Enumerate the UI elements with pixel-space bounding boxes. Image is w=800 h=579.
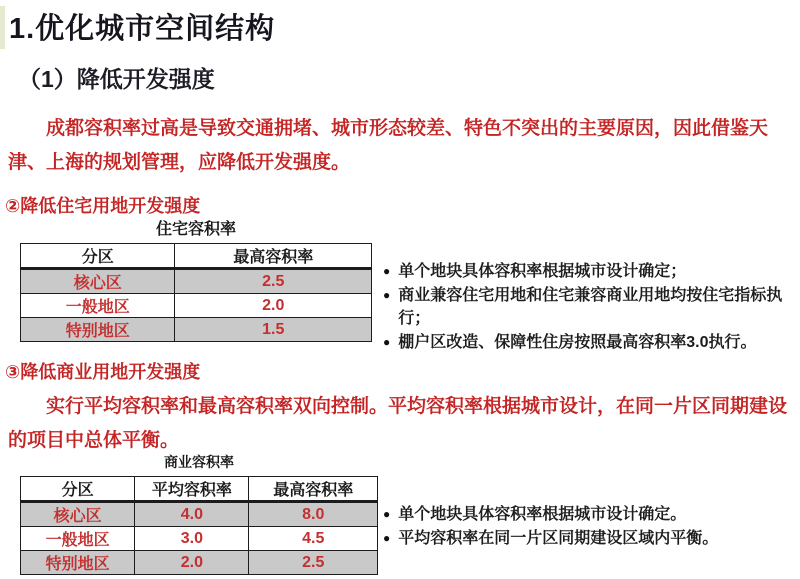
table-row bbox=[21, 318, 372, 342]
page-title: 1.优化城市空间结构 bbox=[9, 13, 276, 45]
list-item bbox=[383, 503, 798, 526]
zone-cell: 核心区 bbox=[21, 269, 175, 294]
commercial-notes-list bbox=[383, 503, 798, 551]
commercial-table-caption: 商业容积率 bbox=[164, 454, 234, 470]
bullet-icon: ● bbox=[383, 288, 391, 302]
zone-cell: 核心区 bbox=[21, 502, 135, 527]
left-accent-bar bbox=[0, 6, 5, 49]
commercial-paragraph: 实行平均容积率和最高容积率双向控制。平均容积率根据城市设计，在同一片区同期建设的项目中总体平衡。 bbox=[8, 396, 788, 451]
commercial-table-container bbox=[20, 452, 378, 575]
zone-cell: 一般地区 bbox=[21, 527, 135, 551]
list-item bbox=[383, 527, 798, 550]
list-item bbox=[383, 331, 798, 354]
bullet-icon: ● bbox=[383, 264, 391, 278]
value-cell: 2.0 bbox=[175, 294, 372, 318]
zone-cell: 一般地区 bbox=[21, 294, 175, 318]
value-cell: 2.0 bbox=[135, 551, 249, 575]
value-cell: 8.0 bbox=[249, 502, 378, 527]
commercial-heading: ③降低商业用地开发强度 bbox=[5, 362, 201, 382]
section-subtitle: （1）降低开发强度 bbox=[18, 66, 215, 92]
note-text: 商业兼容住宅用地和住宅兼容商业用地均按住宅指标执行； bbox=[398, 287, 783, 327]
table-row bbox=[21, 294, 372, 318]
table-header-row bbox=[21, 477, 378, 502]
value-cell: 2.5 bbox=[175, 269, 372, 294]
list-item bbox=[383, 284, 798, 330]
table-row bbox=[21, 502, 378, 527]
table-row bbox=[21, 551, 378, 575]
note-text: 单个地块具体容积率根据城市设计确定； bbox=[398, 263, 687, 280]
value-cell: 4.5 bbox=[249, 527, 378, 551]
value-cell: 1.5 bbox=[175, 318, 372, 342]
zone-cell: 特别地区 bbox=[21, 551, 135, 575]
commercial-table bbox=[20, 476, 378, 575]
residential-table-caption: 住宅容积率 bbox=[155, 221, 236, 238]
residential-table bbox=[20, 243, 372, 342]
intro-paragraph: 成都容积率过高是导致交通拥堵、城市形态较差、特色不突出的主要原因，因此借鉴天津、上海的规划管理，应降低开发强度。 bbox=[8, 118, 769, 173]
col-header: 分区 bbox=[21, 477, 135, 502]
value-cell: 4.0 bbox=[135, 502, 249, 527]
residential-notes-list bbox=[383, 260, 798, 355]
zone-cell: 特别地区 bbox=[21, 318, 175, 342]
bullet-icon: ● bbox=[383, 507, 391, 521]
value-cell: 2.5 bbox=[249, 551, 378, 575]
note-text: 平均容积率在同一片区同期建设区域内平衡。 bbox=[398, 530, 719, 547]
table-row bbox=[21, 527, 378, 551]
note-text: 单个地块具体容积率根据城市设计确定。 bbox=[398, 506, 687, 523]
list-item bbox=[383, 260, 798, 283]
value-cell: 3.0 bbox=[135, 527, 249, 551]
table-header-row bbox=[21, 244, 372, 269]
col-header: 最高容积率 bbox=[175, 244, 372, 269]
residential-table-container bbox=[20, 216, 372, 342]
note-text: 棚户区改造、保障性住房按照最高容积率3.0执行。 bbox=[398, 334, 757, 351]
col-header: 分区 bbox=[21, 244, 175, 269]
bullet-icon: ● bbox=[383, 335, 391, 349]
bullet-icon: ● bbox=[383, 531, 391, 545]
table-row bbox=[21, 269, 372, 294]
col-header: 平均容积率 bbox=[135, 477, 249, 502]
col-header: 最高容积率 bbox=[249, 477, 378, 502]
residential-heading: ②降低住宅用地开发强度 bbox=[5, 196, 201, 216]
